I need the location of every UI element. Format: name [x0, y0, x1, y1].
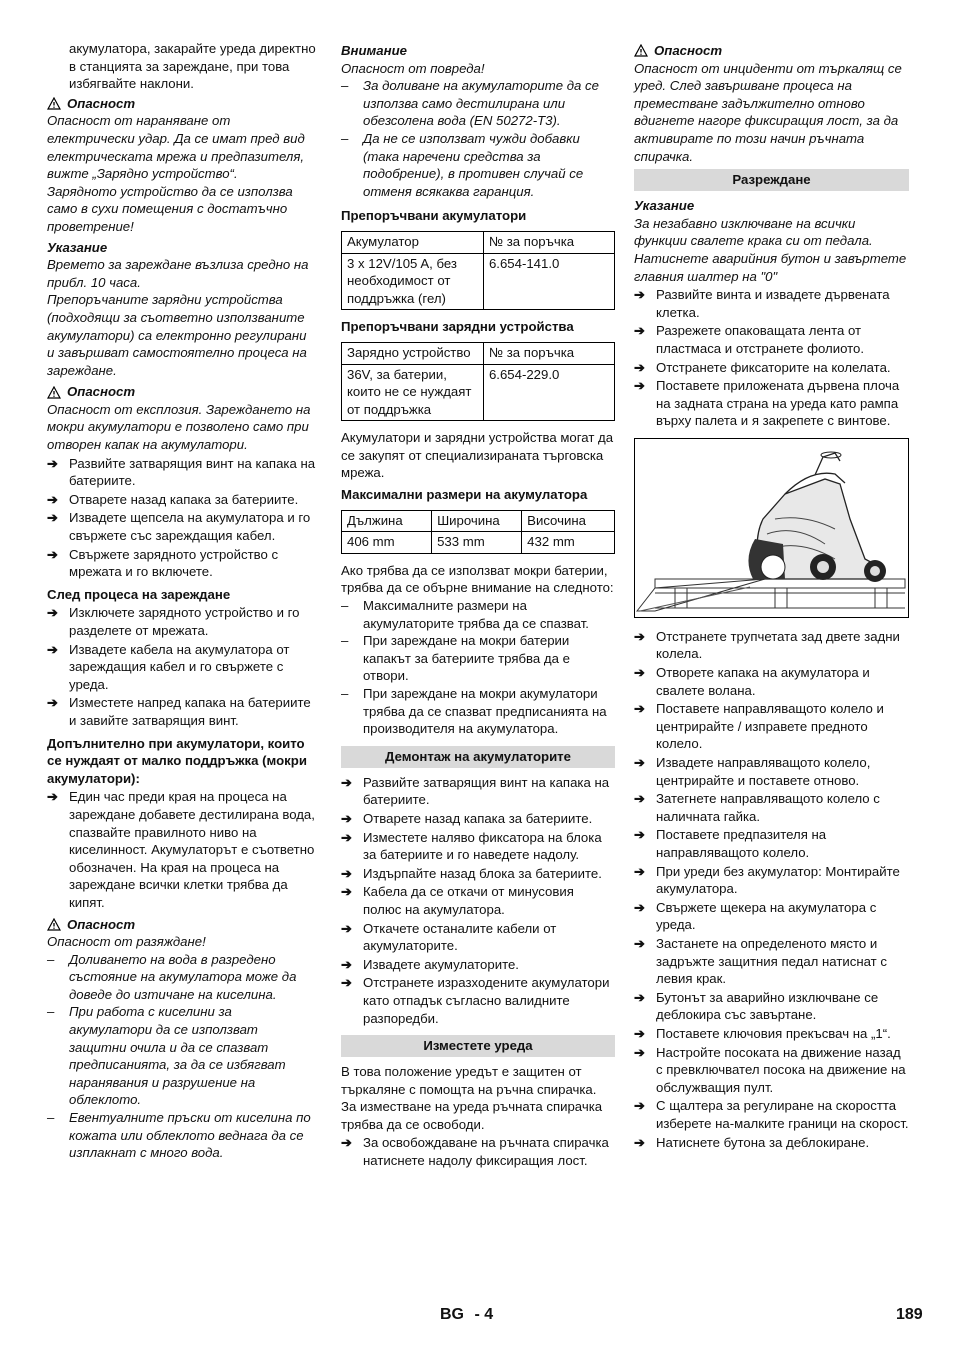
danger-heading: Опасност — [47, 916, 317, 934]
table-header-cell: № за поръчка — [483, 231, 614, 253]
step-item: ➔ Изместете наляво фиксатора на блока за батериите и го наведете надолу. — [341, 829, 602, 863]
arrow-right-icon: ➔ — [634, 1134, 646, 1150]
arrow-right-icon: ➔ — [47, 491, 59, 507]
arrow-right-icon: ➔ — [634, 791, 646, 807]
step-item: ➔ Извадете щепсела на акумулатора и го свържете със зареждащия кабел. — [47, 510, 311, 544]
subheading: След процеса на зареждане — [47, 586, 231, 602]
step-item: ➔ Извадете акумулаторите. — [341, 956, 519, 972]
step-item: ➔ Свържете щекера на акумулатора с уреда. — [634, 899, 877, 933]
arrow-right-icon: ➔ — [341, 865, 353, 881]
table-cell: 6.654-229.0 — [483, 364, 614, 421]
table-header-row — [342, 342, 615, 364]
step-item: ➔ Откачете останалите кабели от акумулаторите. — [341, 920, 557, 954]
arrow-right-icon: ➔ — [634, 1098, 646, 1114]
footer-section-number: - 4 — [474, 1306, 494, 1323]
arrow-right-icon: ➔ — [341, 920, 353, 936]
warning-triangle-icon — [634, 44, 648, 57]
table-cell: 36V, за батерии, които не се нуждаят от поддръжка — [342, 364, 484, 421]
danger-text: Опасност от експлозия. Зареждането на мокри акумулатори е позволено само при отворен капак на акумулатори. — [47, 401, 311, 453]
arrow-right-icon: ➔ — [47, 605, 59, 621]
danger-text: Опасност от инциденти от търкалящ се уред. След завършване процеса на преместване задължително отново вдигнете нагоре фиксиращия лост, за да активирате по този начин ръчната спирачка. — [634, 60, 902, 164]
arrow-right-icon: ➔ — [634, 863, 646, 879]
step-item: ➔ Поставете направляващото колело и центрирайте / изправете предното колело. — [634, 701, 884, 752]
arrow-right-icon: ➔ — [634, 323, 646, 339]
table-row — [342, 364, 615, 421]
arrow-right-icon: ➔ — [634, 359, 646, 375]
arrow-right-icon: ➔ — [634, 665, 646, 681]
step-item: ➔ Разрежете опаковащата лента от пластмаса и отстранете фолиото. — [634, 323, 865, 356]
purchase-text: Акумулатори и зарядни устройства могат да се закупят от специализираната търговска мрежа. — [341, 430, 614, 481]
danger-heading: Опасност — [47, 95, 317, 113]
step-list — [47, 604, 317, 729]
subheading: Допълнително при акумулатори, които се нуждаят от малко поддръжка (мокри акумулатори): — [47, 735, 307, 786]
battery-table — [341, 231, 615, 310]
table-header-cell: Акумулатор — [342, 231, 484, 253]
step-item: ➔ Развийте затварящия винт на капака на батериите. — [341, 774, 610, 808]
table-header-cell: Височина — [522, 510, 615, 532]
machine-illustration — [634, 438, 909, 618]
arrow-right-icon: ➔ — [47, 789, 59, 805]
arrow-right-icon: ➔ — [634, 287, 646, 303]
arrow-right-icon: ➔ — [47, 546, 59, 562]
step-item: ➔ Един час преди края на процеса на зареждане добавете дестилирана вода, спазвайте правилното ниво на киселинност. Акумулаторът е съответно обозначен. На края на процеса на зареждане всички клетки трябва да кипят. — [47, 789, 315, 910]
arrow-right-icon: ➔ — [47, 641, 59, 657]
table-header-cell: № за поръчка — [483, 342, 614, 364]
step-item: ➔ Развийте затварящия винт на капака на батериите. — [47, 455, 316, 489]
section-header-move: Изместете уреда — [341, 1035, 615, 1057]
arrow-right-icon: ➔ — [634, 827, 646, 843]
step-item: ➔ Издърпайте назад блока за батериите. — [341, 865, 602, 881]
step-item: ➔ С щалтера за регулиране на скоростта изберете на-малките граници на скорост. — [634, 1098, 909, 1131]
dash-item: – Да не се използват чужди добавки (така наречени средства за подобрение), в противен случай се отменя всякаква гаранция. — [341, 130, 584, 199]
step-item: ➔ Отстранете изразходените акумулатори като отпадък съгласно валидните разпоредби. — [341, 975, 610, 1026]
step-list — [634, 628, 909, 1151]
arrow-right-icon: ➔ — [634, 989, 646, 1005]
dash-item: – Евентуалните пръски от киселина по кожата или облеклото веднага да се изплакнат с много вода. — [47, 1110, 311, 1161]
step-item: ➔ Отстранете трупчетата зад двете задни колела. — [634, 628, 900, 662]
attention-heading: Внимание — [341, 43, 407, 58]
table-cell: 432 mm — [522, 532, 615, 554]
arrow-right-icon: ➔ — [47, 455, 59, 471]
step-list — [634, 286, 909, 430]
charger-table — [341, 342, 615, 421]
table-header-cell: Зарядно устройство — [342, 342, 484, 364]
step-list — [341, 774, 615, 1027]
column-1 — [47, 40, 317, 1162]
arrow-right-icon: ➔ — [634, 755, 646, 771]
move-text: В това положение уредът е защитен от търкаляне с помощта на ръчна спирачка. За изместване на уреда ръчната спирачка трябва да се освободи. — [341, 1064, 603, 1132]
arrow-right-icon: ➔ — [341, 829, 353, 845]
step-item: ➔ Поставете приложената дървена плоча на задната страна на уреда като рампа върху палета и я закрепете с винтове. — [634, 378, 900, 429]
table-cell: 406 mm — [342, 532, 432, 554]
note-text: Времето за зареждане възлиза средно на прибл. 10 часа. — [47, 257, 309, 290]
arrow-right-icon: ➔ — [341, 1135, 353, 1151]
step-item: ➔ Затегнете направляващото колело с наличната гайка. — [634, 791, 880, 824]
table-row — [342, 532, 615, 554]
step-item: ➔ Извадете направляващото колело, центрирайте и поставете отново. — [634, 755, 871, 788]
step-item: ➔ Застанете на определеното място и задръжте защитния педал натиснат с левия крак. — [634, 935, 887, 987]
step-item: ➔ При уреди без акумулатор: Монтирайте акумулатора. — [634, 863, 900, 897]
dash-item: – При работа с киселини за акумулатори да се използват защитни очила и да се спазват предписанията, за да се избягват наранявания и разрушение на облеклото. — [47, 1004, 286, 1108]
column-3 — [634, 40, 909, 1151]
table-row — [342, 253, 615, 310]
arrow-right-icon: ➔ — [634, 935, 646, 951]
warning-triangle-icon — [47, 918, 61, 931]
arrow-right-icon: ➔ — [634, 628, 646, 644]
table-cell: 3 x 12V/105 A, без необходимост от поддръжка (гел) — [342, 253, 484, 310]
dash-item: – Доливането на вода в разредено състояние на акумулатора може да доведе до изтичане на киселина. — [47, 951, 297, 1002]
arrow-right-icon: ➔ — [341, 810, 353, 826]
note-text: За незабавно изключване на всички функции свалете крака си от педала. Натиснете аварийния бутон и завъртете главния шалтер на "0" — [634, 215, 907, 284]
section-header-unload: Разреждане — [634, 169, 909, 191]
wet-batteries-text: Ако трябва да се използват мокри батерии, трябва да се обърне внимание на следното: — [341, 562, 614, 596]
step-item: ➔ Отстранете фиксаторите на колелата. — [634, 359, 891, 375]
step-item: ➔ Бутонът за аварийно изключване се деблокира със завъртане. — [634, 989, 879, 1023]
warning-triangle-icon — [47, 386, 61, 399]
arrow-right-icon: ➔ — [634, 899, 646, 915]
arrow-right-icon: ➔ — [634, 1025, 646, 1041]
sweeper-on-pallet-illustration — [635, 439, 908, 615]
step-item: ➔ За освобождаване на ръчната спирачка натиснете надолу фиксиращия лост. — [341, 1135, 609, 1169]
arrow-right-icon: ➔ — [341, 884, 353, 900]
arrow-right-icon: ➔ — [634, 378, 646, 394]
table-header-row — [342, 231, 615, 253]
arrow-right-icon: ➔ — [47, 695, 59, 711]
section-header-dismount: Демонтаж на акумулаторите — [341, 746, 615, 768]
step-item: ➔ Натиснете бутона за деблокиране. — [634, 1134, 870, 1150]
step-item: ➔ Кабела да се откачи от минусовия полюс на акумулатора. — [341, 884, 574, 917]
step-item: ➔ Извадете кабела на акумулатора от зареждащия кабел и го свържете с уреда. — [47, 641, 290, 692]
table-cell: 533 mm — [432, 532, 522, 554]
subheading: Препоръчвани акумулатори — [341, 208, 527, 224]
table-header-cell: Дължина — [342, 510, 432, 532]
arrow-right-icon: ➔ — [634, 1044, 646, 1060]
column-2 — [341, 42, 615, 1170]
dash-item: – Максималните размери на акумулаторите трябва да се спазват. — [341, 598, 589, 631]
table-cell: 6.654-141.0 — [483, 253, 614, 310]
page-number: 189 — [896, 1306, 923, 1323]
arrow-right-icon: ➔ — [341, 774, 353, 790]
warning-triangle-icon — [47, 97, 61, 110]
subheading: Препоръчвани зарядни устройства — [341, 319, 574, 335]
step-item: ➔ Настройте посоката на движение назад с превключвател посока на движение на обслужващия пулт. — [634, 1044, 906, 1095]
arrow-right-icon: ➔ — [341, 975, 353, 991]
dash-item: – При зареждане на мокри батерии капакът за батериите трябва да е отвори. — [341, 633, 570, 684]
dash-item: – За доливане на акумулаторите да се използва само дестилирана или обезсолена вода (EN 50272-T3). — [341, 78, 599, 129]
note-heading: Указание — [634, 198, 695, 214]
step-item: ➔ Изместете напред капака на батериите и завийте затварящия винт. — [47, 695, 311, 728]
step-item: ➔ Отварете назад капака за батериите. — [47, 491, 299, 507]
danger-heading: Опасност — [634, 42, 909, 60]
subheading: Максимални размери на акумулатора — [341, 487, 588, 503]
step-item: ➔ Поставете предпазителя на направляващото колело. — [634, 827, 827, 860]
table-header-row — [342, 510, 615, 532]
arrow-right-icon: ➔ — [47, 510, 59, 526]
danger-text: Опасност от разяждане! — [47, 934, 206, 950]
danger-heading: Опасност — [47, 383, 317, 401]
step-item: ➔ Свържете зарядното устройство с мрежата и го включете. — [47, 546, 279, 580]
step-item: ➔ Изключете зарядното устройство и го разделете от мрежата. — [47, 605, 300, 638]
footer-language: BG - 4 — [440, 1306, 494, 1323]
dimensions-table — [341, 510, 615, 554]
step-item: ➔ Отварете назад капака за батериите. — [341, 810, 593, 826]
danger-text: Опасност от нараняване от електрически удар. Да се имат пред вид електрическата мрежа и предпазителя, вижте „Зарядно устройство“. — [47, 113, 305, 182]
arrow-right-icon: ➔ — [341, 956, 353, 972]
attention-text: Опасност от повреда! — [341, 60, 485, 76]
note-heading: Указание — [47, 239, 108, 255]
note-text: Препоръчаните зарядни устройства (подходящи за съответно използваните акумулатори) са електронно регулирани и завършват самостоятелно процеса на зареждане. — [47, 292, 307, 378]
danger-text: Зарядното устройство да се използва само в сухи помещения с достатъчно проветрение! — [47, 183, 293, 234]
arrow-right-icon: ➔ — [634, 701, 646, 717]
step-item: ➔ Поставете ключовия прекъсвач на „1“. — [634, 1025, 891, 1041]
dash-item: – При зареждане на мокри акумулатори трябва да се спазват предписанията на производителя на акумулатора. — [341, 686, 607, 737]
step-item: ➔ Отворете капака на акумулатора и свалете волана. — [634, 665, 870, 698]
step-list — [47, 455, 317, 581]
step-item: ➔ Развийте винта и извадете дървената клетка. — [634, 287, 890, 320]
intro-text: акумулатора, закарайте уреда директно в станцията за зареждане, при това избягвайте наклони. — [69, 41, 316, 92]
table-header-cell: Широчина — [432, 510, 522, 532]
